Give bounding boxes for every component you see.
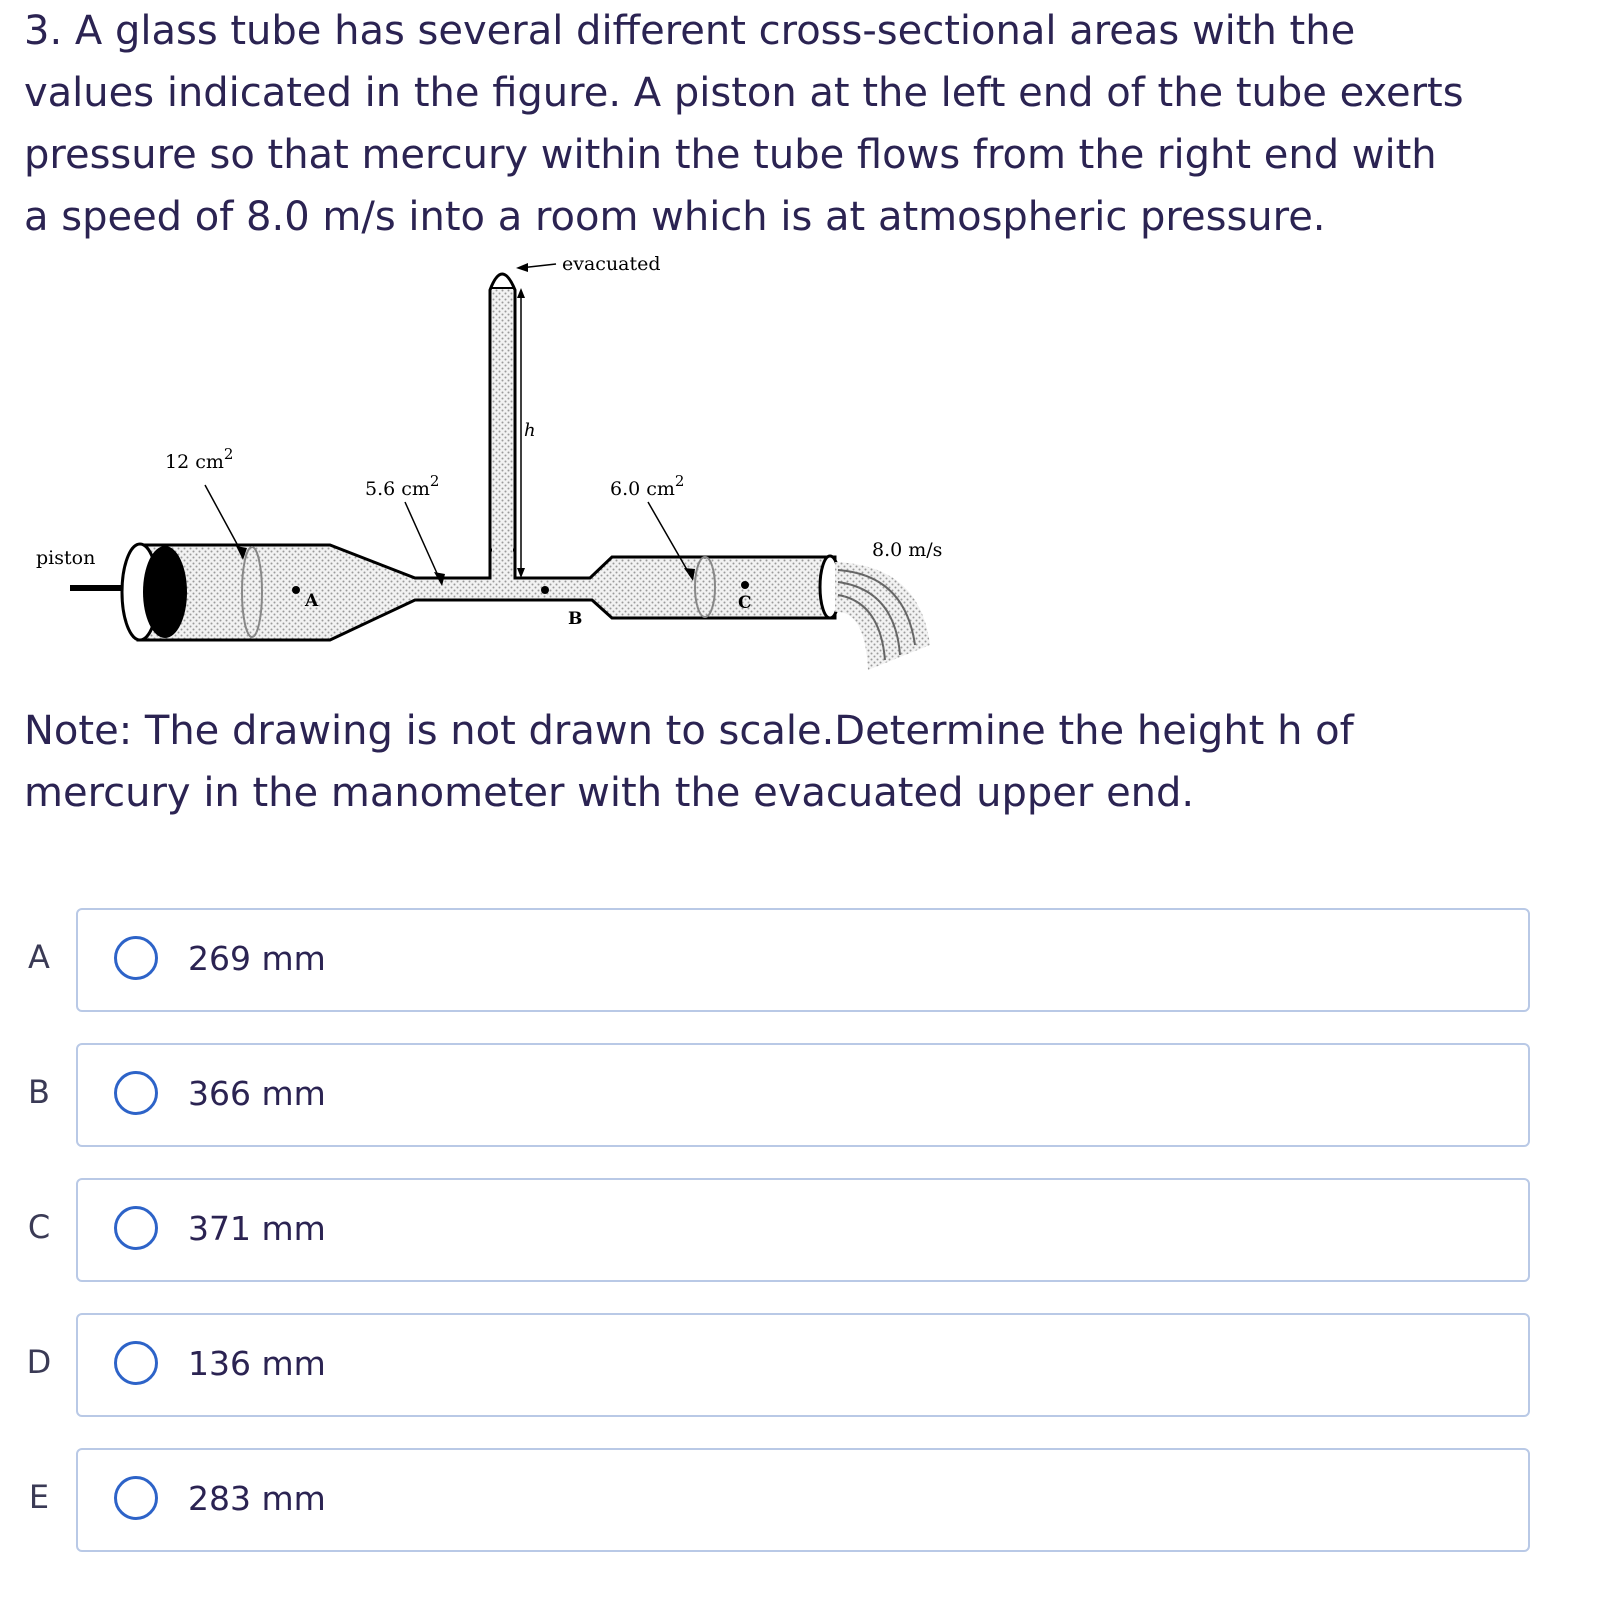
option-letter: B xyxy=(28,1073,50,1111)
note-line: mercury in the manometer with the evacuated upper end. xyxy=(24,770,1195,816)
option-letter: C xyxy=(27,1208,51,1246)
option-text: 269 mm xyxy=(188,939,326,978)
point-b-dot xyxy=(541,586,549,594)
radio-button[interactable] xyxy=(114,1071,158,1115)
question-line: a speed of 8.0 m/s into a room which is at atmospheric pressure. xyxy=(24,194,1326,240)
answer-option-d xyxy=(0,1313,1540,1417)
answer-option-c xyxy=(0,1178,1540,1282)
label-evacuated: evacuated xyxy=(562,253,661,275)
label-area-12: 12 $cm^2$ xyxy=(165,445,234,473)
option-letter: E xyxy=(28,1478,50,1516)
question-line: 3. A glass tube has several different cross-sectional areas with the xyxy=(24,8,1356,54)
piston-head xyxy=(143,546,187,638)
radio-button[interactable] xyxy=(114,1476,158,1520)
option-text: 366 mm xyxy=(188,1074,326,1113)
option-text: 371 mm xyxy=(188,1209,326,1248)
label-point-c: C xyxy=(738,593,752,613)
manometer-mercury-column xyxy=(492,288,513,578)
option-letter: A xyxy=(28,938,50,976)
note-text xyxy=(24,700,1564,824)
option-box[interactable] xyxy=(76,1178,1530,1282)
label-point-a: A xyxy=(305,591,319,611)
point-a-dot xyxy=(292,586,300,594)
label-area-6-0: 6.0 $cm^2$ xyxy=(610,472,685,500)
question-line: pressure so that mercury within the tube flows from the right end with xyxy=(24,132,1437,178)
label-speed: 8.0 m/s xyxy=(872,539,943,561)
answer-option-a xyxy=(0,908,1540,1012)
tube-diagram-svg xyxy=(0,250,1000,710)
option-text: 136 mm xyxy=(188,1344,326,1383)
physics-figure xyxy=(0,250,1000,710)
answer-option-b xyxy=(0,1043,1540,1147)
radio-button[interactable] xyxy=(114,1206,158,1250)
option-text: 283 mm xyxy=(188,1479,326,1518)
answer-option-e xyxy=(0,1448,1540,1552)
option-letter: D xyxy=(26,1343,52,1381)
option-box[interactable] xyxy=(76,1043,1530,1147)
option-box[interactable] xyxy=(76,1313,1530,1417)
label-point-b: B xyxy=(568,609,583,629)
label-piston: piston xyxy=(36,547,96,569)
option-box[interactable] xyxy=(76,908,1530,1012)
radio-button[interactable] xyxy=(114,1341,158,1385)
question-text xyxy=(24,0,1564,248)
radio-button[interactable] xyxy=(114,936,158,980)
option-box[interactable] xyxy=(76,1448,1530,1552)
leader-5-6cm2 xyxy=(405,502,440,580)
mercury-outflow xyxy=(835,562,930,670)
label-h: h xyxy=(524,420,536,441)
question-line: values indicated in the figure. A piston at the left end of the tube exerts xyxy=(24,70,1464,116)
label-area-5-6: 5.6 $cm^2$ xyxy=(365,472,440,500)
note-line: Note: The drawing is not drawn to scale.Determine the height h of xyxy=(24,708,1354,754)
point-c-dot xyxy=(741,581,749,589)
